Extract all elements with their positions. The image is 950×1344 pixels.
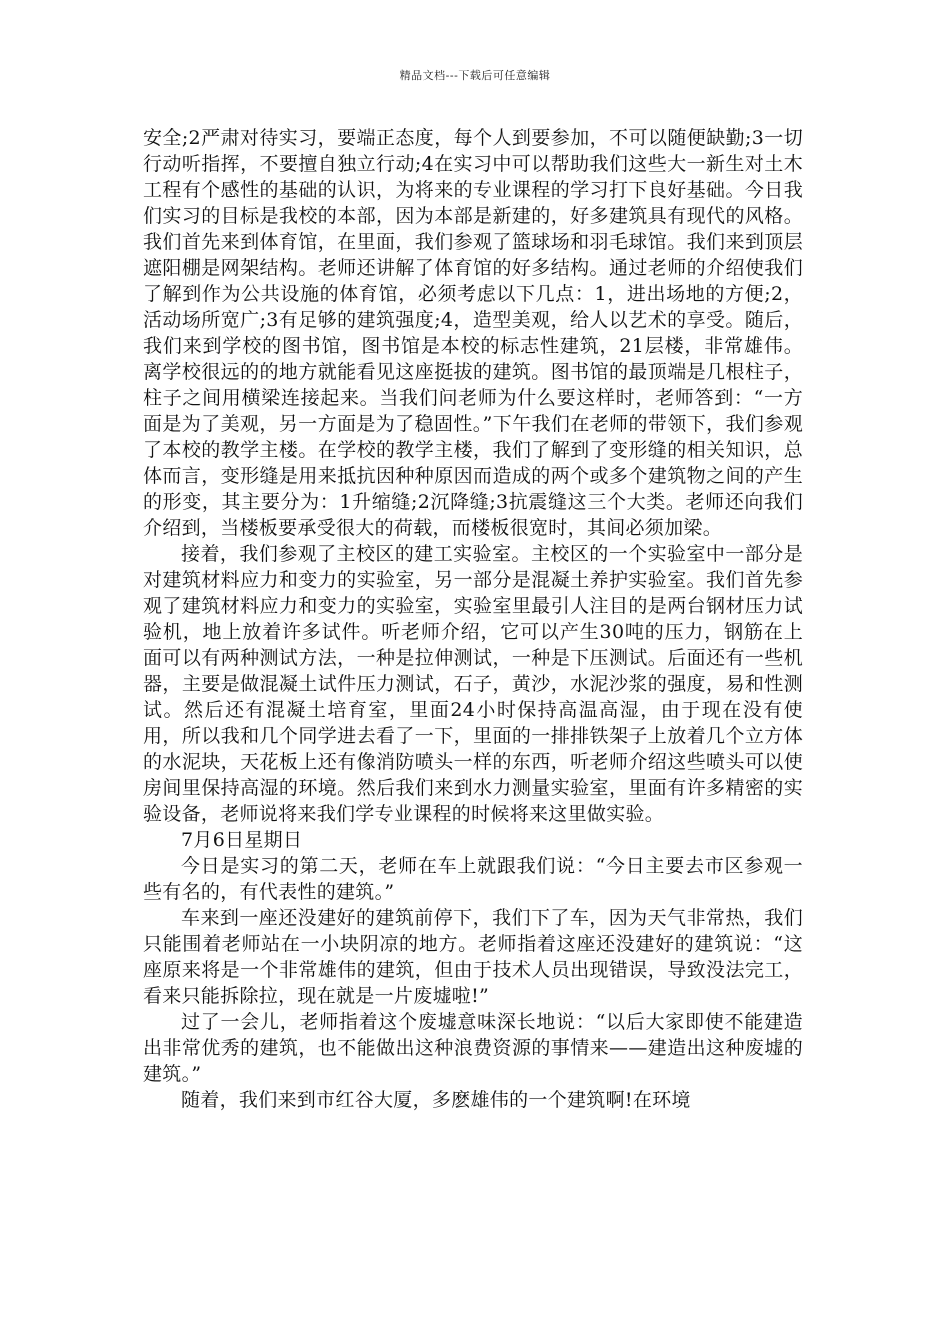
paragraph-2: 接着，我们参观了主校区的建工实验室。主校区的一个实验室中一部分是对建筑材料应力和变力的实验室，另一部分是混凝土养护实验室。我们首先参观了建筑材料应力和变力的实验室，实验室里最引人注目的是两台钢材压力试验机，地上放着许多试件。听老师介绍，它可以产生30吨的压力，钢筋在上面可以有两种测试方法，一种是拉伸测试，一种是下压测试。后面还有一些机器，主要是做混凝土试件压力测试，石子，黄沙，水泥沙浆的强度，易和性测试。然后还有混凝土培育室，里面24小时保持高温高湿，由于现在没有使用，所以我和几个同学进去看了一下，里面的一排排铁架子上放着几个立方体的水泥块，天花板上还有像消防喷头一样的东西，听老师介绍这些喷头可以使房间里保持高湿的环境。然后我们来到水力测量实验室，里面有许多精密的实验设备，老师说将来我们学专业课程的时候将来这里做实验。 bbox=[143, 543, 803, 825]
paragraph-4: 车来到一座还没建好的建筑前停下，我们下了车，因为天气非常热，我们只能围着老师站在一小块阴凉的地方。老师指着这座还没建好的建筑说：“这座原来将是一个非常雄伟的建筑，但由于技术人员出现错误，导致没法完工，看来只能拆除拉，现在就是一片废墟啦!” bbox=[143, 907, 803, 1007]
paragraph-5: 过了一会儿，老师指着这个废墟意味深长地说：“以后大家即使不能建造出非常优秀的建筑，也不能做出这种浪费资源的事情来——建造出这种废墟的建筑。” bbox=[143, 1011, 803, 1085]
paragraph-6: 随着，我们来到市红谷大厦，多麽雄伟的一个建筑啊!在环境 bbox=[181, 1089, 691, 1111]
page-header: 精品文档---下载后可任意编辑 bbox=[399, 69, 551, 82]
date-heading: 7月6日星期日 bbox=[181, 829, 303, 851]
document-body bbox=[143, 125, 803, 1113]
paragraph-3: 今日是实习的第二天，老师在车上就跟我们说：“今日主要去市区参观一些有名的，有代表性的建筑。” bbox=[143, 855, 803, 903]
paragraph-1: 安全;2严肃对待实习，要端正态度，每个人到要参加，不可以随便缺勤;3一切行动听指挥，不要擅自独立行动;4在实习中可以帮助我们这些大一新生对土木工程有个感性的基础的认识，为将来的专业课程的学习打下良好基础。今日我们实习的目标是我校的本部，因为本部是新建的，好多建筑具有现代的风格。我们首先来到体育馆，在里面，我们参观了篮球场和羽毛球馆。我们来到顶层遮阳棚是网架结构。老师还讲解了体育馆的好多结构。通过老师的介绍使我们了解到作为公共设施的体育馆，必须考虑以下几点：1，进出场地的方便;2，活动场所宽广;3有足够的建筑强度;4，造型美观，给人以艺术的享受。随后，我们来到学校的图书馆，图书馆是本校的标志性建筑，21层楼，非常雄伟。离学校很远的的地方就能看见这座挺拔的建筑。图书馆的最顶端是几根柱子，柱子之间用横梁连接起来。当我们问老师为什么要这样时，老师答到：“一方面是为了美观，另一方面是为了稳固性。”下午我们在老师的带领下，我们参观了本校的教学主楼。在学校的教学主楼，我们了解到了变形缝的相关知识，总体而言，变形缝是用来抵抗因种种原因而造成的两个或多个建筑物之间的产生的形变，其主要分为：1升缩缝;2沉降缝;3抗震缝这三个大类。老师还向我们介绍到，当楼板要承受很大的荷载，而楼板很宽时，其间必须加梁。 bbox=[143, 127, 803, 539]
